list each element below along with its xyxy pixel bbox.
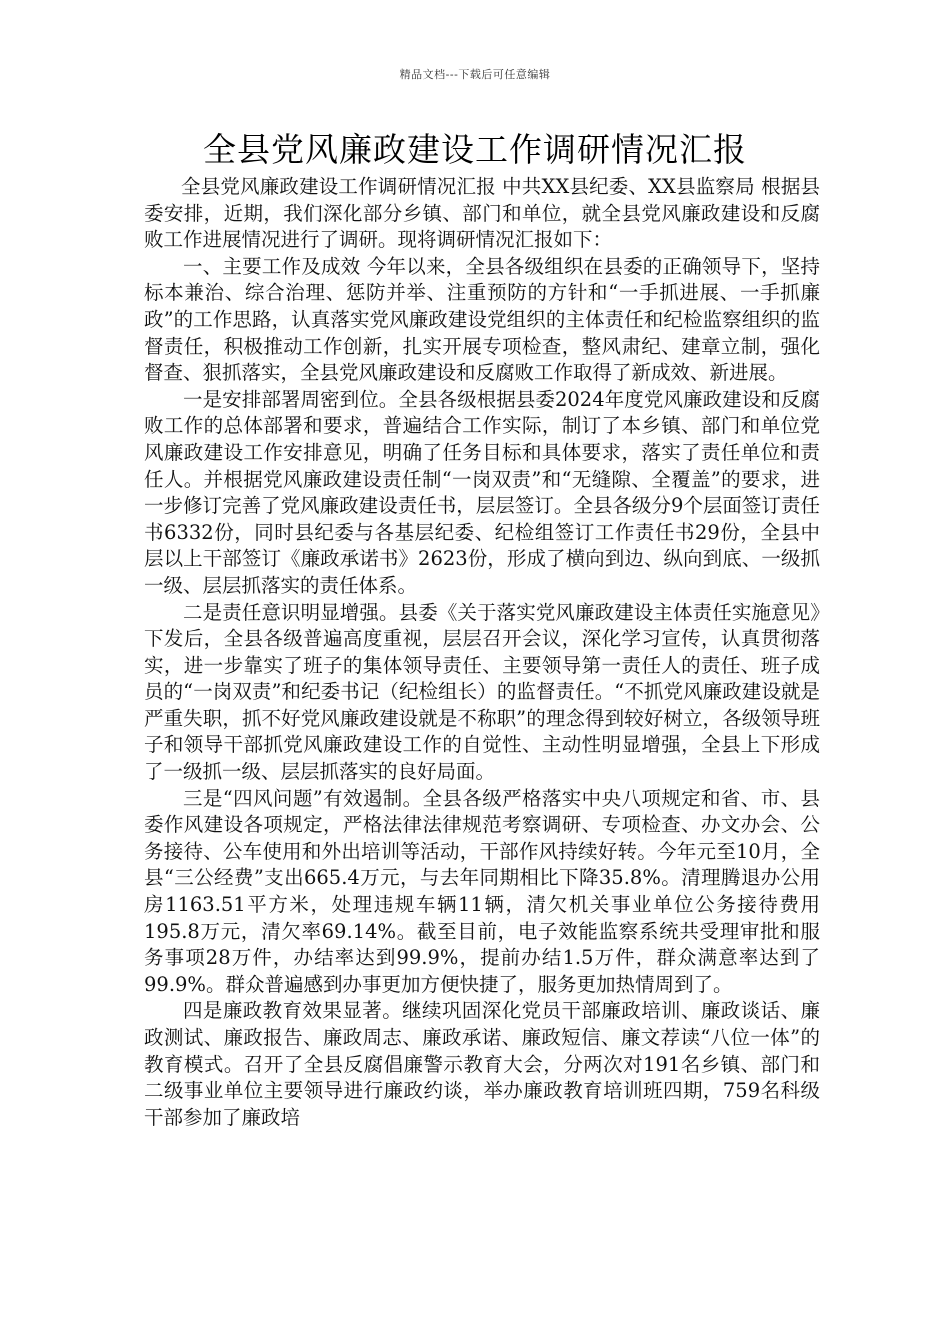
- document-body: [144, 174, 820, 1131]
- paragraph-main-work: 一、主要工作及成效 今年以来，全县各级组织在县委的正确领导下，坚持标本兼治、综合治理、惩防并举、注重预防的方针和“一手抓进展、一手抓廉政”的工作思路，认真落实党风廉政建设党组织的主体责任和纪检监察组织的监督责任，积极推动工作创新，扎实开展专项检查，整风肃纪、建章立制，强化督查、狠抓落实，全县党风廉政建设和反腐败工作取得了新成效、新进展。: [144, 254, 820, 385]
- paragraph-intro: 全县党风廉政建设工作调研情况汇报 中共XX县纪委、XX县监察局 根据县委安排，近期，我们深化部分乡镇、部门和单位，就全县党风廉政建设和反腐败工作进展情况进行了调研。现将调研情况汇报如下：: [144, 175, 820, 252]
- paragraph-four-winds: 三是“四风问题”有效遏制。全县各级严格落实中央八项规定和省、市、县委作风建设各项规定，严格法律法律规范考察调研、专项检查、办文办会、公务接待、公车使用和外出培训等活动，干部作风持续好转。今年元至10月，全县“三公经费”支出665.4万元，与去年同期相比下降35.8%。清理腾退办公用房1163.51平方米，处理违规车辆11辆，清欠机关事业单位公务接待费用195.8万元，清欠率69.14%。截至目前，电子效能监察系统共受理审批和服务事项28万件，办结率达到99.9%，提前办结1.5万件，群众满意率达到了99.9%。群众普遍感到办事更加方便快捷了，服务更加热情周到了。: [144, 786, 820, 996]
- paragraph-responsibility: 二是责任意识明显增强。县委《关于落实党风廉政建设主体责任实施意见》下发后，全县各级普遍高度重视，层层召开会议，深化学习宣传，认真贯彻落实，进一步靠实了班子的集体领导责任、主要领导第一责任人的责任、班子成员的“一岗双责”和纪委书记（纪检组长）的监督责任。“不抓党风廉政建设就是严重失职，抓不好党风廉政建设就是不称职”的理念得到较好树立，各级领导班子和领导干部抓党风廉政建设工作的自觉性、主动性明显增强，全县上下形成了一级抓一级、层层抓落实的良好局面。: [144, 600, 820, 784]
- paragraph-deployment: 一是安排部署周密到位。全县各级根据县委2024年度党风廉政建设和反腐败工作的总体部署和要求，普遍结合工作实际，制订了本乡镇、部门和单位党风廉政建设工作安排意见，明确了任务目标和具体要求，落实了责任单位和责任人。并根据党风廉政建设责任制“一岗双责”和“无缝隙、全覆盖”的要求，进一步修订完善了党风廉政建设责任书，层层签订。全县各级分9个层面签订责任书6332份，同时县纪委与各基层纪委、纪检组签订工作责任书29份，全县中层以上干部签订《廉政承诺书》2623份，形成了横向到边、纵向到底、一级抓一级、层层抓落实的责任体系。: [144, 387, 820, 597]
- document-title: 全县党风廉政建设工作调研情况汇报: [203, 130, 747, 169]
- paragraph-education: 四是廉政教育效果显著。继续巩固深化党员干部廉政培训、廉政谈话、廉政测试、廉政报告、廉政周志、廉政承诺、廉政短信、廉文荐读“八位一体”的教育模式。召开了全县反腐倡廉警示教育大会，分两次对191名乡镇、部门和二级事业单位主要领导进行廉政约谈，举办廉政教育培训班四期，759名科级干部参加了廉政培: [144, 999, 820, 1129]
- header-note: 精品文档---下载后可任意编辑: [399, 68, 551, 81]
